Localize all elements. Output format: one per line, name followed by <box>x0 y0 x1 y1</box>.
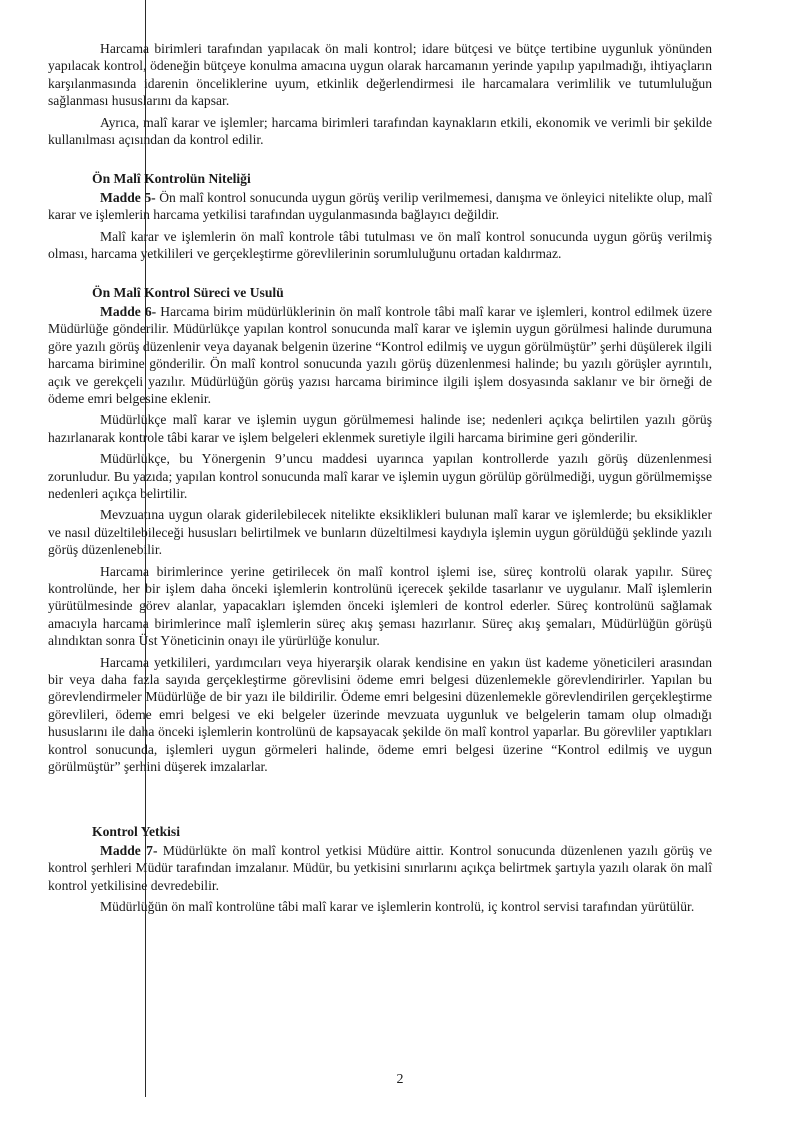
article-5-paragraph-1 <box>48 189 712 224</box>
intro-paragraph-1: Harcama birimleri tarafından yapılacak ön mali kontrol; idare bütçesi ve bütçe tertibine uygunluk yönünden yapılacak kontrol, ödeneğin bütçeye konulma amacına uygun olarak harcamanın yerinde yapılıp yapılmadığı, ihtiyaçların karşılanmasında idarenin önceliklerine uyum, etkinlik değerlendirmesi ile harcamalara verimlilik ve tutumluluğun sağlanması hususlarını da kapsar. <box>48 41 712 109</box>
article-7-label: Madde 7- <box>100 842 158 858</box>
article-6-paragraph-1 <box>48 303 712 407</box>
article-6-paragraph-3: Müdürlükçe, bu Yönergenin 9’uncu maddesi uyarınca yapılan kontrollerde yazılı görüş düzenlenmesi zorunludur. Bu yazıda; yapılan kontrol sonucunda malî karar ve işlemin uygun görülüp görülmediği, uygun görülmemişse nedenleri açıkça belirtilir. <box>48 451 712 501</box>
section-heading-yetki: Kontrol Yetkisi <box>92 824 180 840</box>
section-heading-surec: Ön Malî Kontrol Süreci ve Usulü <box>92 285 284 301</box>
article-5-text: Ön malî kontrol sonucunda uygun görüş verilip verilmemesi, danışma ve önleyici nitelikte olup, malî karar ve işlemlerin harcama yetkilisi tarafından uygulanmasında bağlayıcı değildir. <box>48 189 712 223</box>
section-heading-nitelik: Ön Malî Kontrolün Niteliği <box>92 171 251 187</box>
article-6-paragraph-4: Mevzuatına uygun olarak giderilebilecek nitelikte eksiklikleri bulunan malî karar ve işlemlerde; bu eksiklikler ve nasıl düzeltilebileceği hususları belirtilmek ve bunların düzeltilmesi kaydıyla işlemin uygun görüldüğü şeklinde yazılı görüş düzenlenebilir. <box>48 507 712 558</box>
article-5-label: Madde 5- <box>100 189 156 205</box>
article-7-text: Müdürlükte ön malî kontrol yetkisi Müdüre aittir. Kontrol sonucunda düzenlenen yazılı görüş ve kontrol şerhleri Müdür tarafından imzalanır. Müdür, bu yetkisini sınırlarını açıkça belirtmek şartıyla yazılı olarak ön malî kontrol yetkilisine devredebilir. <box>48 842 712 893</box>
article-6-text: Harcama birim müdürlüklerinin ön malî kontrole tâbi malî karar ve işlemleri, kontrol edilmek üzere Müdürlüğe gönderilir. Müdürlükçe yapılan kontrol sonucunda malî karar ve işlemin uygun görülmesi halinde durumuna göre yazılı görüş düzenlenir veya dayanak belgenin üzerine “Kontrol edilmiş ve uygun görülmüştür” şerhi düşülerek ilgili harcama birimine gönderilir. Ön malî kontrol sonucunda yazılı görüş düzenlenmesi halinde; bu yazılı görüşler ayrıntılı, açık ve gerekçeli yazılır. Müdürlüğün görüş yazısı harcama birimince ilgili işlem dosyasında saklanır ve bir örneği de ödeme emri belgesine eklenir. <box>48 303 712 406</box>
article-6-paragraph-5: Harcama birimlerince yerine getirilecek ön malî kontrol işlemi ise, süreç kontrolü olarak yapılır. Süreç kontrolünde, her bir işlem daha önceki işlemlerin kontrolünü içerecek şekilde tasarlanır ve uygulanır. Malî işlemlerin yürütülmesinde görev alanlar, yapacakları işlemden önceki işlemleri de kontrol ederler. Süreç kontrolünü sağlamak amacıyla harcama birimlerince malî işlemlerin süreç akış şeması hazırlanır. Süreç akış şemaları, Müdürlüğün görüşü alındıktan sonra Üst Yöneticinin onayı ile yürürlüğe konulur. <box>48 563 712 649</box>
section-spacer <box>48 779 712 801</box>
article-5-paragraph-2: Malî karar ve işlemlerin ön malî kontrole tâbi tutulması ve ön malî kontrol sonucunda uygun görüş verilmiş olması, harcama yetkilileri ve gerçekleştirme görevlilerinin sorumluluğunu ortadan kaldırmaz. <box>48 228 712 262</box>
article-6-paragraph-6: Harcama yetkilileri, yardımcıları veya hiyerarşik olarak kendisine en yakın üst kademe yöneticileri arasından bir veya daha fazla sayıda gerçekleştirme görevlisini ödeme emri belgesi düzenlemekle görevlendirirler. Yapılan bu görevlendirmeler Müdürlüğe de bir yazı ile bildirilir. Ödeme emri belgesini düzenlemekle görevlendirilen gerçekleştirme görevlileri, ödeme emri belgesi ve eki belgeler üzerinde mevzuata uygunluk ve belgelerin tamam olup olmadığı hususlarını ile daha önceki işlemlerin kontrolünü de kapsayacak şekilde ön malî kontrol yaparlar. Bu görevliler yaptıkları kontrol sonucunda, işlemleri uygun görmeleri halinde, ödeme emri belgesi üzerine “Kontrol edilmiş ve uygun görülmüştür” şerhini düşerek imzalarlar. <box>48 654 712 775</box>
document-page <box>48 40 712 919</box>
article-7-paragraph-2: Müdürlüğün ön malî kontrolüne tâbi malî karar ve işlemlerin kontrolü, iç kontrol servisi tarafından yürütülür. <box>100 899 695 915</box>
article-6-paragraph-2: Müdürlükçe malî karar ve işlemin uygun görülmemesi halinde ise; nedenleri açıkça belirtilen yazılı görüş hazırlanarak kontrole tâbi karar ve işlem belgeleri eklenmek suretiyle ilgili harcama birimine geri gönderilir. <box>48 412 712 445</box>
intro-paragraph-2: Ayrıca, malî karar ve işlemler; harcama birimleri tarafından kaynakların etkili, ekonomik ve verimli bir şekilde kullanılması açısından da kontrol edilir. <box>48 114 712 148</box>
article-7-paragraph-1 <box>48 842 712 894</box>
page-number: 2 <box>396 1072 404 1087</box>
article-6-label: Madde 6- <box>100 303 157 319</box>
